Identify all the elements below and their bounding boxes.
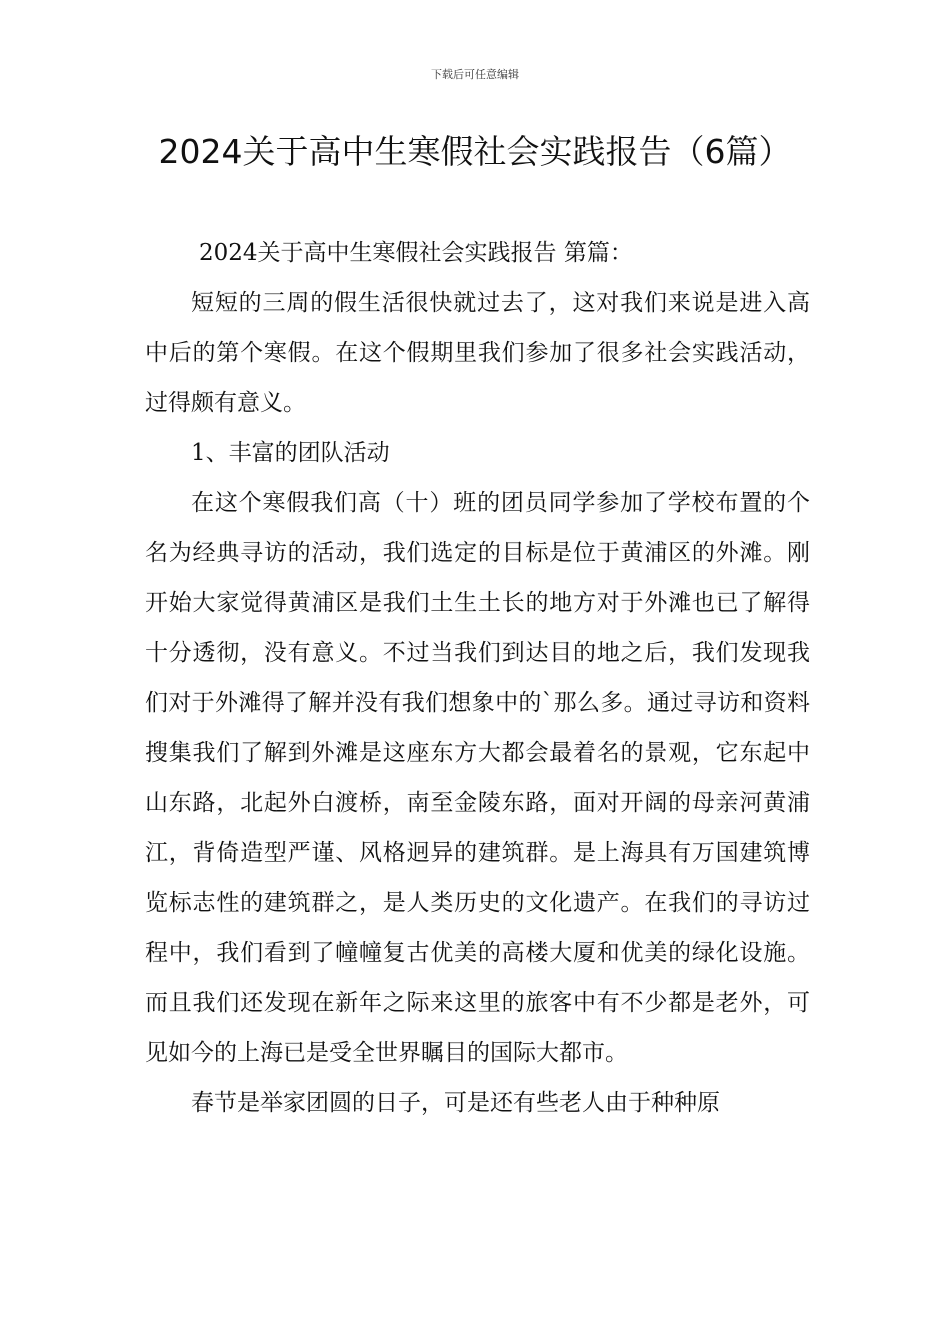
- section-heading: 1、丰富的团队活动: [191, 440, 390, 466]
- header-note: 下载后可任意编辑: [431, 68, 519, 81]
- paragraph-intro: 短短的三周的假生活很快就过去了，这对我们来说是进入高中后的第个寒假。在这个假期里我们参加了很多社会实践活动，过得颇有意义。: [145, 290, 810, 416]
- document-subtitle: 2024关于高中生寒假社会实践报告 第篇：: [199, 240, 633, 266]
- paragraph-spring-festival: 春节是举家团圆的日子，可是还有些老人由于种种原: [191, 1090, 720, 1116]
- document-title: 2024关于高中生寒假社会实践报告（6篇）: [158, 132, 792, 171]
- paragraph-team-activity: 在这个寒假我们高（十）班的团员同学参加了学校布置的个名为经典寻访的活动，我们选定的目标是位于黄浦区的外滩。刚开始大家觉得黄浦区是我们土生土长的地方对于外滩也已了解得十分透彻，没有意义。不过当我们到达目的地之后，我们发现我们对于外滩得了解并没有我们想象中的`那么多。通过寻访和资料搜集我们了解到外滩是这座东方大都会最着名的景观，它东起中山东路，北起外白渡桥，南至金陵东路，面对开阔的母亲河黄浦江，背倚造型严谨、风格迥异的建筑群。是上海具有万国建筑博览标志性的建筑群之，是人类历史的文化遗产。在我们的寻访过程中，我们看到了幢幢复古优美的高楼大厦和优美的绿化设施。而且我们还发现在新年之际来这里的旅客中有不少都是老外，可见如今的上海已是受全世界瞩目的国际大都市。: [145, 490, 810, 1066]
- document-body: [145, 228, 810, 1128]
